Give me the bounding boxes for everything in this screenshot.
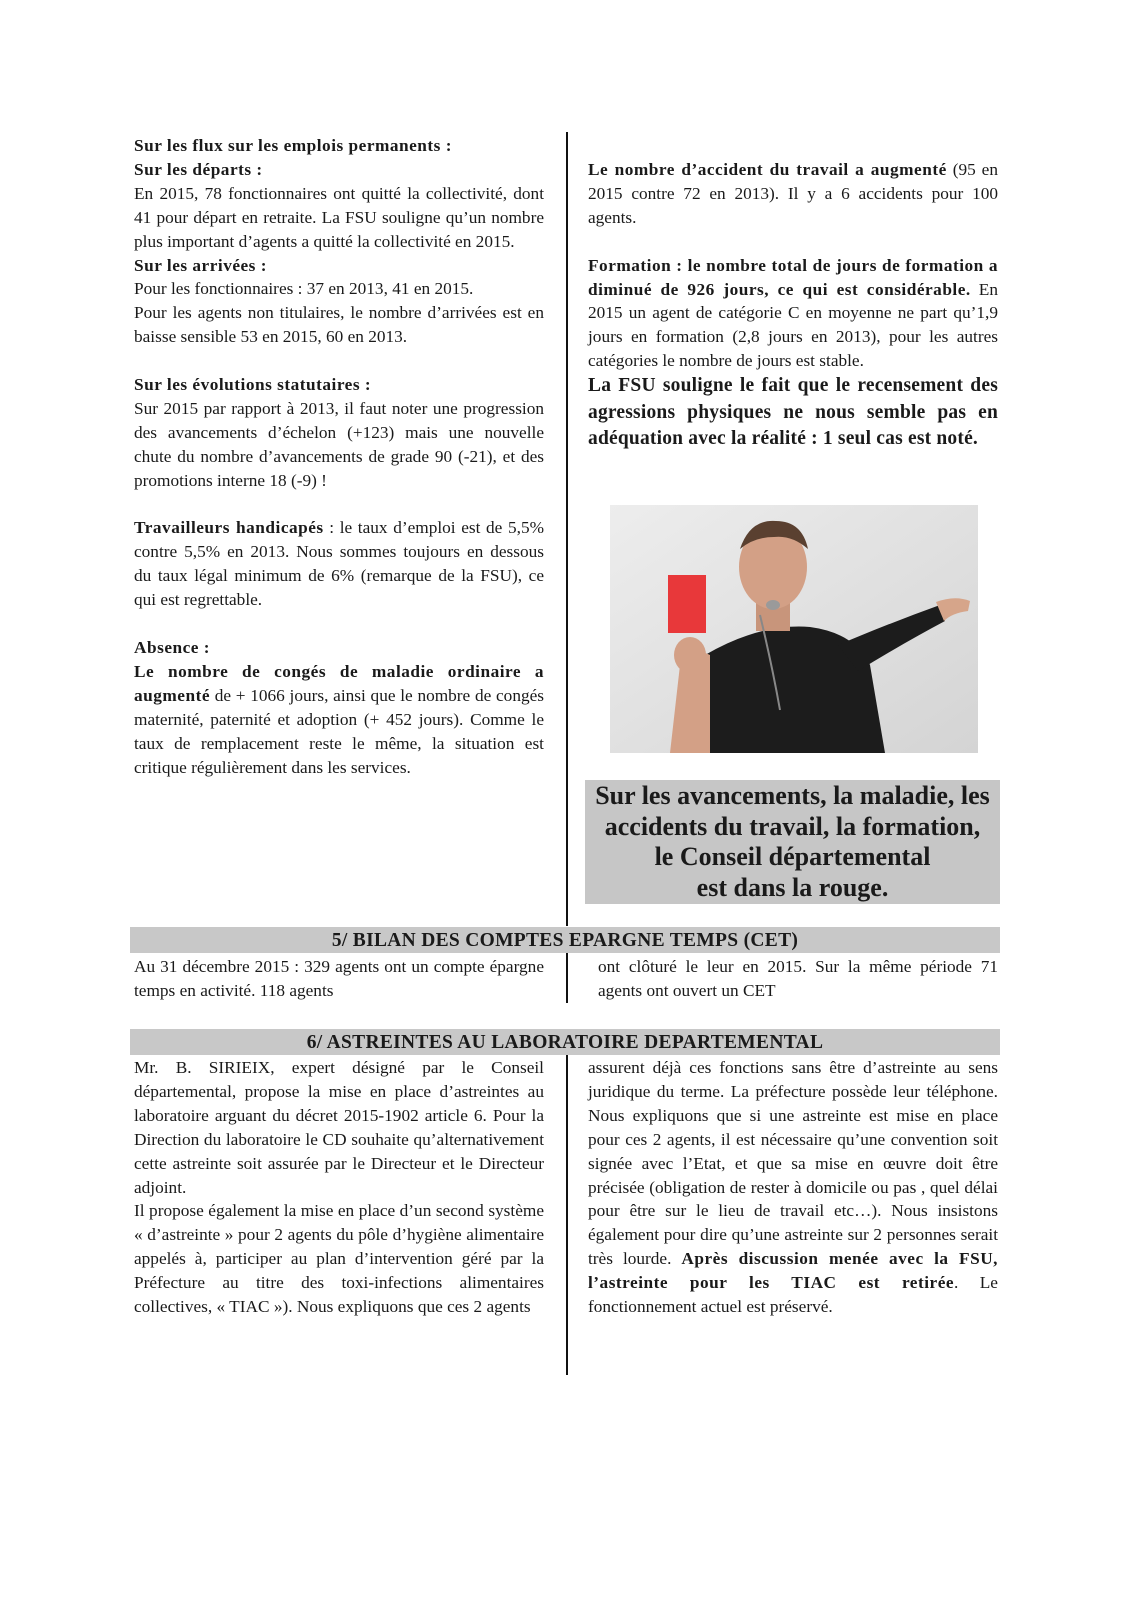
section-6-left-p2: Il propose également la mise en place d’un second système « d’astreinte » pour 2 agents du pôle d’hygiène alimentaire appelés à, participer au plan d’intervention géré par la Préfecture au titre des toxi-infections alimentaires collectives, « TIAC »). Nous expliquons que ces 2 agents	[134, 1201, 544, 1317]
text-arrivees-fonctionnaires: Pour les fonctionnaires : 37 en 2013, 41 en 2015.	[134, 279, 474, 299]
text-formation	[588, 254, 998, 374]
section-5-title: 5/ BILAN DES COMPTES EPARGNE TEMPS (CET)	[130, 927, 1000, 953]
heading-departs: Sur les départs :	[134, 159, 263, 179]
text-absence	[134, 660, 544, 780]
column-divider-top	[566, 132, 568, 926]
section-6-right-bold: Après discussion menée avec la FSU, l’astreinte pour les TIAC est retirée	[588, 1249, 998, 1293]
heading-arrivees: Sur les arrivées :	[134, 255, 267, 275]
section-5-right-text: ont clôturé le leur en 2015. Sur la même période 71 agents ont ouvert un CET	[598, 957, 998, 1000]
section-6-left	[134, 1056, 544, 1319]
callout-rouge	[585, 780, 1000, 904]
text-absence-body: de + 1066 jours, ainsi que le nombre de congés maternité, paternité et adoption (+ 452 jours). Comme le taux de remplacement reste le même, la situation est critique régulièrement dans les services.	[134, 685, 544, 777]
section-5-right	[598, 955, 998, 1003]
section-6-right-text	[588, 1056, 998, 1319]
referee-red-card-photo	[610, 505, 978, 753]
section-5-left	[134, 955, 544, 1003]
heading-evolutions: Sur les évolutions statutaires :	[134, 375, 372, 395]
text-accidents-body: (95 en 2015 contre 72 en 2013). Il y a 6 accidents pour 100 agents.	[588, 160, 998, 227]
section-6-title: 6/ ASTREINTES AU LABORATOIRE DEPARTEMENTAL	[130, 1029, 1000, 1055]
text-accidents-bold: Le nombre d’accident du travail a augmenté	[588, 160, 947, 179]
text-accidents	[588, 158, 998, 230]
section-6-right	[588, 1056, 998, 1319]
heading-absence: Absence :	[134, 637, 211, 657]
heading-flux: Sur les flux sur les emplois permanents :	[134, 136, 452, 155]
section-6-left-p1: Mr. B. SIRIEIX, expert désigné par le Conseil départemental, propose la mise en place d’astreintes au laboratoire arguant du décret 2015-1902 article 6. Pour la Direction du laboratoire le CD souhaite qu’alternativement cette astreinte soit assurée par le Directeur et le Directeur adjoint.	[134, 1058, 544, 1197]
text-formation-body: En 2015 un agent de catégorie C en moyenne ne part qu’1,9 jours en formation (2,8 jours en 2013), pour les autres catégories le nombre de jours est stable.	[588, 279, 998, 371]
section-6-right-rest: . Le fonctionnement actuel est préservé.	[588, 1273, 998, 1317]
callout-line-4: est dans la rouge.	[696, 872, 889, 902]
text-handicapes-body: : le taux d’emploi est de 5,5% contre 5,5% en 2013. Nous sommes toujours en dessous du taux légal minimum de 6% (remarque de la FSU), ce qui est regrettable.	[134, 518, 544, 610]
column-divider-astreintes	[566, 1055, 568, 1375]
column-divider-cet	[566, 953, 568, 1003]
text-handicapes	[134, 516, 544, 612]
section-6-right-p1: assurent déjà ces fonctions sans être d’astreinte au sens juridique du terme. La préfecture possède leur téléphone. Nous expliquons que si une astreinte est mise en place pour ces 2 agents, il est nécessaire qu’une convention soit signée avec l’Etat, et que sa mise en œuvre doit être précisée (obligation de rester à domicile ou pas , quel délai pour être sur le lieu de travail etc…). Nous insistons également pour dire qu’une astreinte sur 2 personnes serait très lourde.	[588, 1058, 998, 1269]
callout-line-2: accidents du travail, la formation,	[604, 811, 981, 841]
red-card-shape	[668, 575, 706, 633]
text-arrivees-non-titulaires: Pour les agents non titulaires, le nombre d’arrivées est en baisse sensible 53 en 2015, 60 en 2013.	[134, 303, 544, 347]
callout-line-1: Sur les avancements, la maladie, les	[595, 781, 990, 810]
text-fsu-agressions: La FSU souligne le fait que le recensement des agressions physiques ne nous semble pas en adéquation avec la réalité : 1 seul cas est noté.	[588, 375, 998, 450]
heading-handicapes: Travailleurs handicapés	[134, 518, 324, 538]
text-formation-bold: Formation : le nombre total de jours de formation a diminué de 926 jours, ce qui est considérable.	[588, 255, 998, 299]
right-column-stats	[588, 158, 998, 453]
section-5-left-text: Au 31 décembre 2015 : 329 agents ont un compte épargne temps en activité. 118 agents	[134, 957, 544, 1000]
text-absence-bold: Le nombre de congés de maladie ordinaire a augmenté	[134, 661, 544, 705]
text-departs: En 2015, 78 fonctionnaires ont quitté la collectivité, dont 41 pour départ en retraite. La FSU souligne qu’un nombre plus important d’agents a quitté la collectivité en 2015.	[134, 183, 544, 251]
text-evolutions: Sur 2015 par rapport à 2013, il faut noter une progression des avancements d’échelon (+123) mais une nouvelle chute du nombre d’avancements de grade 90 (-21), et des promotions interne 18 (-9) !	[134, 398, 544, 490]
left-column-stats	[134, 134, 544, 779]
callout-line-3: le Conseil départemental	[654, 842, 931, 871]
